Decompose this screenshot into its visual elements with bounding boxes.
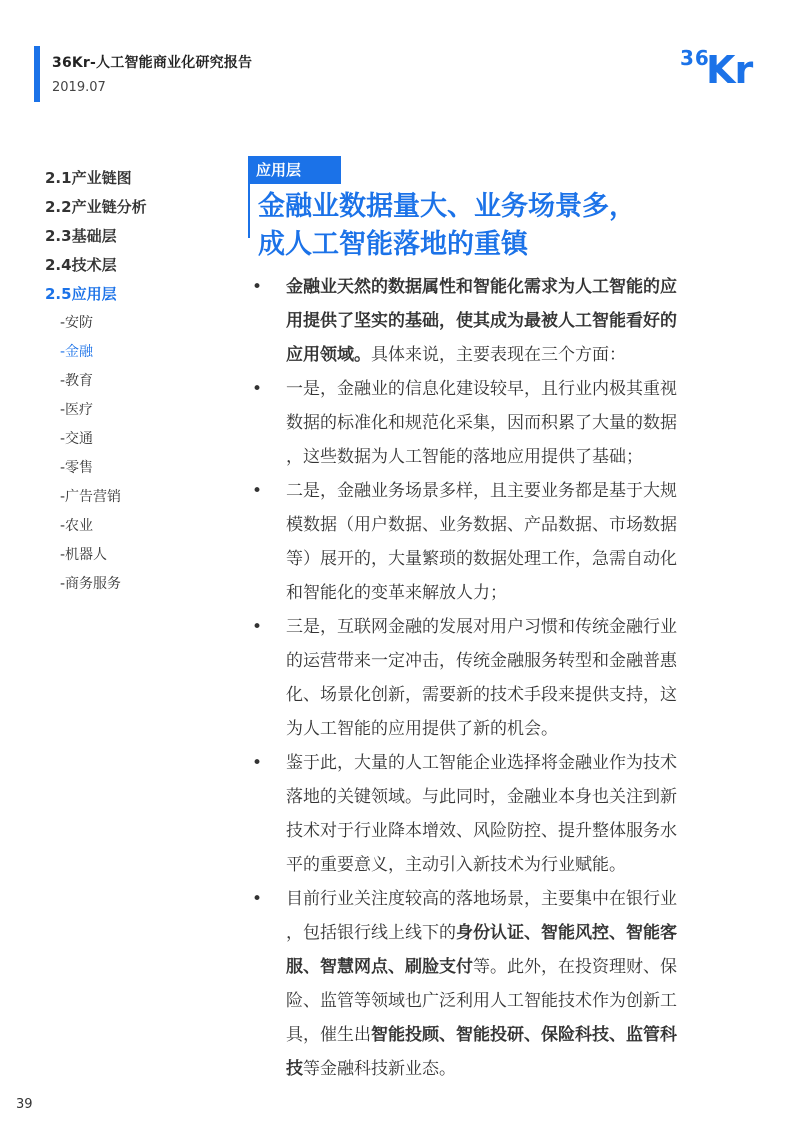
header-accent-bar [34, 46, 40, 102]
36kr-logo [680, 42, 764, 92]
page-headline [258, 188, 636, 264]
body-text: 平的重要意义，主动引入新技术为行业赋能。 [286, 855, 626, 875]
paragraph-line [286, 916, 730, 950]
bold-text: 智能投顾、智能投研、保险科技、监管科 [371, 1025, 677, 1045]
bold-text: 用提供了坚实的基础，使其成为最被人工智能看好的 [286, 311, 677, 331]
toc-subitem[interactable]: -广告营销 [60, 489, 122, 505]
toc-subitem[interactable]: -安防 [60, 315, 94, 331]
body-text: 落地的关键领域。与此同时，金融业本身也关注到新 [286, 787, 677, 807]
toc-subitem[interactable]: -交通 [60, 431, 94, 447]
toc-subitem[interactable]: -零售 [60, 460, 94, 476]
paragraph-line [286, 950, 730, 984]
paragraph-line [286, 508, 730, 542]
bullet-paragraph [250, 746, 730, 882]
toc-item[interactable]: 2.3基础层 [45, 227, 117, 245]
bold-text: 身份认证、智能风控、智能客 [456, 923, 677, 943]
paragraph-line [286, 1052, 730, 1086]
body-text: 目前行业关注度较高的落地场景，主要集中在银行业 [286, 889, 677, 909]
body-text: 的运营带来一定冲击，传统金融服务转型和金融普惠 [286, 651, 677, 671]
bold-text: 金融业天然的数据属性和智能化需求为人工智能的应 [286, 277, 677, 297]
toc-subitem[interactable]: -医疗 [60, 402, 94, 418]
paragraph-line [286, 1018, 730, 1052]
body-text: ，包括银行线上线下的 [286, 923, 456, 943]
body-text: 数据的标准化和规范化采集，因而积累了大量的数据 [286, 413, 677, 433]
body-text: 具体来说，主要表现在三个方面： [371, 345, 626, 365]
paragraph-line [286, 712, 730, 746]
body-text: 化、场景化创新，需要新的技术手段来提供支持，这 [286, 685, 677, 705]
toc-item[interactable]: 2.5应用层 [45, 285, 117, 303]
paragraph-line [286, 678, 730, 712]
toc-subitem[interactable]: -农业 [60, 518, 94, 534]
body-text: 险、监管等领域也广泛利用人工智能技术作为创新工 [286, 991, 677, 1011]
paragraph-line [286, 576, 730, 610]
paragraph-line [286, 984, 730, 1018]
paragraph-line [286, 304, 730, 338]
bullet-list [250, 270, 730, 1086]
toc-item[interactable]: 2.4技术层 [45, 256, 117, 274]
bullet-paragraph [250, 270, 730, 372]
body-text: 等）展开的，大量繁琐的数据处理工作，急需自动化 [286, 549, 677, 569]
section-tag: 应用层 [248, 156, 341, 184]
table-of-contents [45, 164, 147, 599]
bullet-paragraph [250, 610, 730, 746]
paragraph-line [286, 780, 730, 814]
toc-subitem[interactable]: -机器人 [60, 547, 108, 563]
toc-subitem[interactable]: -金融 [60, 344, 94, 360]
paragraph-line [286, 270, 730, 304]
paragraph-line [286, 542, 730, 576]
bullet-paragraph [250, 474, 730, 610]
headline-line-1: 金融业数据量大、业务场景多， [258, 191, 636, 222]
body-text: 和智能化的变革来解放人力； [286, 583, 507, 603]
logo-number: 36 [680, 46, 710, 70]
bold-text: 应用领域。 [286, 345, 371, 365]
paragraph-line [286, 882, 730, 916]
report-date: 2019.07 [52, 80, 106, 95]
report-title: 36Kr-人工智能商业化研究报告 [52, 55, 253, 71]
logo-text: Kr [706, 48, 753, 92]
body-text: 技术对于行业降本增效、风险防控、提升整体服务水 [286, 821, 677, 841]
body-text: 模数据（用户数据、业务数据、产品数据、市场数据 [286, 515, 677, 535]
toc-subitem[interactable]: -教育 [60, 373, 94, 389]
body-text: 鉴于此，大量的人工智能企业选择将金融业作为技术 [286, 753, 677, 773]
body-text: 一是，金融业的信息化建设较早，且行业内极其重视 [286, 379, 677, 399]
body-text: 三是，互联网金融的发展对用户习惯和传统金融行业 [286, 617, 677, 637]
toc-subitem[interactable]: -商务服务 [60, 576, 122, 592]
body-text: 二是，金融业务场景多样，且主要业务都是基于大规 [286, 481, 677, 501]
paragraph-line [286, 746, 730, 780]
paragraph-line [286, 338, 730, 372]
toc-item[interactable]: 2.1产业链图 [45, 169, 132, 187]
bullet-paragraph [250, 882, 730, 1086]
bold-text: 技 [286, 1059, 303, 1079]
paragraph-line [286, 644, 730, 678]
body-text: 具，催生出 [286, 1025, 371, 1045]
paragraph-line [286, 848, 730, 882]
paragraph-line [286, 440, 730, 474]
bold-text: 服、智慧网点、刷脸支付 [286, 957, 473, 977]
body-text: 等金融科技新业态。 [303, 1059, 456, 1079]
paragraph-line [286, 406, 730, 440]
headline-line-2: 成人工智能落地的重镇 [258, 229, 528, 260]
body-text: 为人工智能的应用提供了新的机会。 [286, 719, 558, 739]
paragraph-line [286, 814, 730, 848]
paragraph-line [286, 610, 730, 644]
paragraph-line [286, 372, 730, 406]
page-number: 39 [16, 1097, 33, 1112]
body-text: 等。此外，在投资理财、保 [473, 957, 677, 977]
toc-item[interactable]: 2.2产业链分析 [45, 198, 147, 216]
bullet-paragraph [250, 372, 730, 474]
body-text: ，这些数据为人工智能的落地应用提供了基础； [286, 447, 643, 467]
paragraph-line [286, 474, 730, 508]
